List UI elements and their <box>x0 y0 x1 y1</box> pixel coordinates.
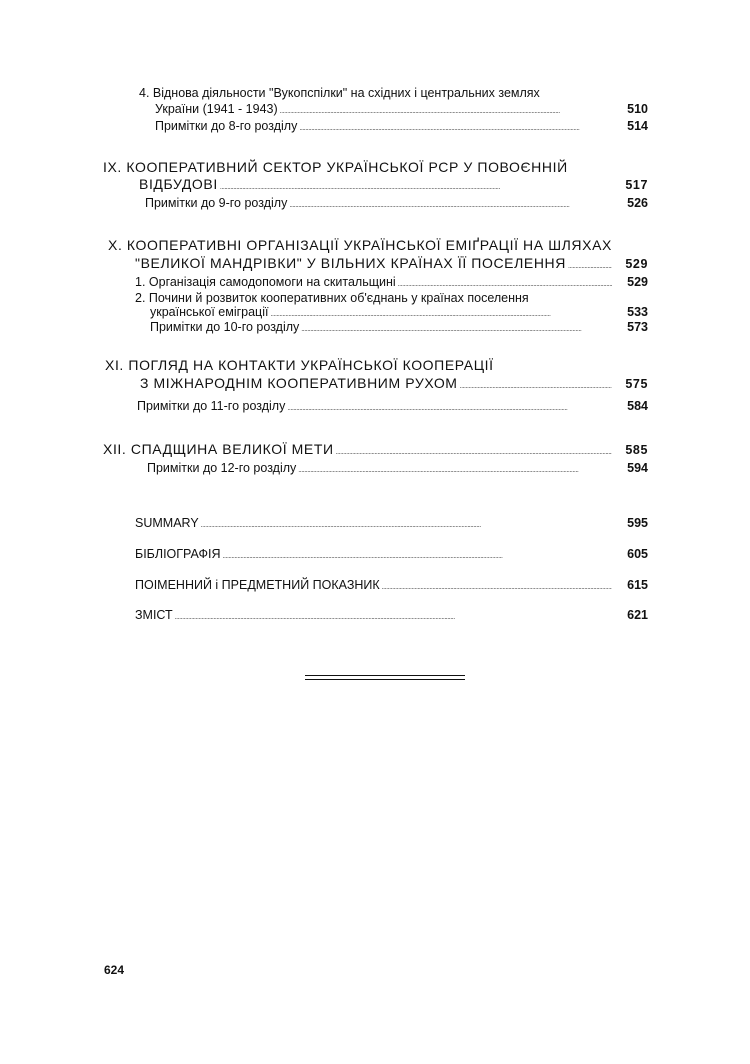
dot-leader <box>280 102 612 119</box>
toc-entry-10-1 <box>135 275 648 292</box>
toc-page-number: 573 <box>627 320 648 334</box>
toc-entry-10-2-line2: української еміграції <box>150 305 269 319</box>
toc-entry-label: Примітки до 12-го розділу <box>147 461 297 475</box>
toc-page-number: 621 <box>627 608 648 622</box>
toc-entry-label: ПОІМЕННИЙ і ПРЕДМЕТНИЙ ПОКАЗНИК <box>135 578 380 592</box>
toc-page-number: 533 <box>627 305 648 319</box>
toc-chapter-9-line1: IX. КООПЕРАТИВНИЙ СЕКТОР УКРАЇНСЬКОЇ РСР У ПОВОЄННІЙ <box>103 159 568 175</box>
toc-entry-10-2-line1: 2. Почини й розвиток кооперативних об'єднань у країнах поселення <box>135 291 529 305</box>
toc-page-number: 584 <box>627 399 648 413</box>
toc-entry-label: Примітки до 9-го розділу <box>145 196 288 210</box>
toc-entry-8-4 <box>155 102 648 119</box>
dot-leader <box>336 442 612 460</box>
toc-page-number: 594 <box>627 461 648 475</box>
toc-entry-label: SUMMARY <box>135 516 199 530</box>
toc-entry-bibliography <box>135 547 648 564</box>
dot-leader <box>201 516 612 533</box>
toc-entry-notes-9 <box>145 196 648 213</box>
toc-page-number: 510 <box>627 102 648 116</box>
toc-entry-label: Примітки до 8-го розділу <box>155 119 298 133</box>
dot-leader <box>568 256 612 274</box>
dot-leader <box>175 608 612 625</box>
dot-leader <box>298 461 612 478</box>
toc-chapter-10 <box>135 256 648 274</box>
toc-entry-notes-12 <box>147 461 648 478</box>
toc-entry-label: ЗМІСТ <box>135 608 173 622</box>
toc-page-number: 615 <box>627 578 648 592</box>
dot-leader <box>460 376 612 394</box>
toc-entry-contents <box>135 608 648 625</box>
toc-chapter-11-line1: XI. ПОГЛЯД НА КОНТАКТИ УКРАЇНСЬКОЇ КООПЕРАЦІЇ <box>105 357 494 373</box>
toc-entry-8-4-line2: України (1941 - 1943) <box>155 102 278 116</box>
toc-entry-label: Примітки до 11-го розділу <box>137 399 286 413</box>
toc-chapter-9-line2: ВІДБУДОВІ <box>139 176 218 192</box>
toc-entry-label: БІБЛІОГРАФІЯ <box>135 547 221 561</box>
toc-chapter-9 <box>139 177 648 195</box>
dot-leader <box>220 177 612 195</box>
toc-entry-summary <box>135 516 648 533</box>
toc-page-number: 514 <box>627 119 648 133</box>
dot-leader <box>287 399 612 416</box>
toc-entry-label: Примітки до 10-го розділу <box>150 320 300 334</box>
toc-entry-notes-10 <box>150 320 648 337</box>
toc-chapter-12 <box>103 442 648 460</box>
toc-entry-index <box>135 578 648 595</box>
toc-chapter-11-line2: З МІЖНАРОДНІМ КООПЕРАТИВНИМ РУХОМ <box>140 375 458 391</box>
toc-chapter-10-line1: X. КООПЕРАТИВНІ ОРГАНІЗАЦІЇ УКРАЇНСЬКОЇ ЕМІҐРАЦІЇ НА ШЛЯХАХ <box>108 237 612 253</box>
toc-page-number: 575 <box>625 377 648 391</box>
dot-leader <box>299 119 612 136</box>
toc-page-number: 526 <box>627 196 648 210</box>
toc-chapter-10-line2: "ВЕЛИКОЇ МАНДРІВКИ" У ВІЛЬНИХ КРАЇНАХ ЇЇ ПОСЕЛЕННЯ <box>135 255 566 271</box>
toc-page-number: 529 <box>625 257 648 271</box>
toc-entry-label: XII. СПАДЩИНА ВЕЛИКОЇ МЕТИ <box>103 441 334 457</box>
toc-page-number: 585 <box>625 443 648 457</box>
toc-entry-label: 1. Організація самодопомоги на скитальщині <box>135 275 396 289</box>
section-divider <box>305 675 465 680</box>
dot-leader <box>398 275 612 292</box>
dot-leader <box>222 547 612 564</box>
toc-page-number: 595 <box>627 516 648 530</box>
toc-entry-notes-8 <box>155 119 648 136</box>
toc-page-number: 529 <box>627 275 648 289</box>
toc-page-number: 517 <box>625 178 648 192</box>
toc-chapter-11 <box>140 376 648 394</box>
dot-leader <box>301 320 612 337</box>
dot-leader <box>382 578 612 595</box>
toc-entry-8-4-line1: 4. Віднова діяльности "Вукопспілки" на східних і центральних землях <box>139 86 540 100</box>
toc-entry-notes-11 <box>137 399 648 416</box>
dot-leader <box>289 196 612 213</box>
toc-page-number: 605 <box>627 547 648 561</box>
page-number: 624 <box>104 963 125 977</box>
